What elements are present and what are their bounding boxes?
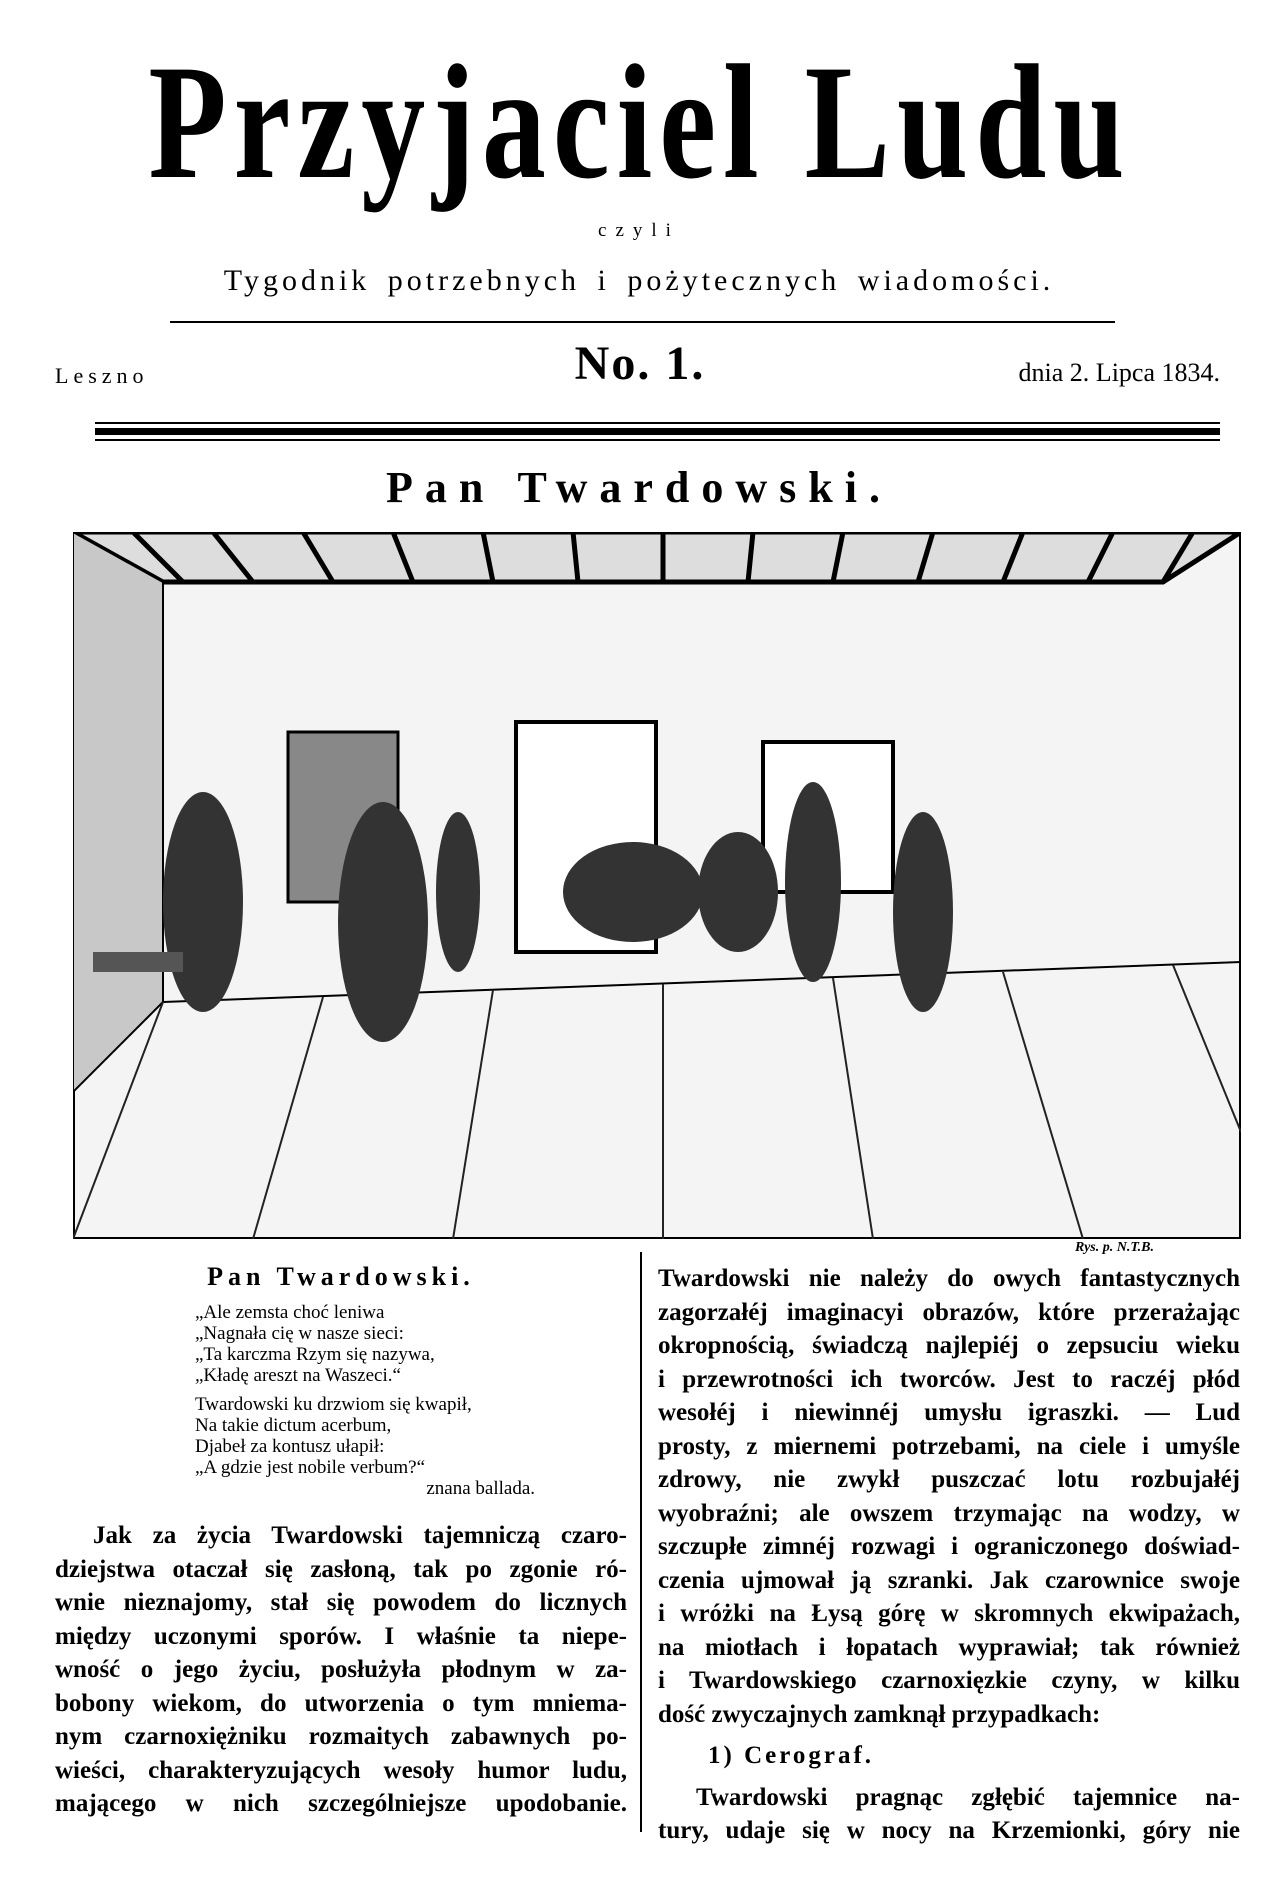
text-line: dziejstwa otaczał się zasłoną, tak po zgonie ró- xyxy=(55,1555,627,1583)
poem-source: znana ballada. xyxy=(426,1478,535,1499)
poem-line: Twardowski ku drzwiom się kwapił, xyxy=(195,1394,472,1415)
thin-rule xyxy=(170,321,1115,323)
text-line: zagorzałéj imaginacyi obrazów, które przerażając xyxy=(658,1298,1240,1326)
text-line: Twardowski pragnąc zgłębić tajemnice na- xyxy=(696,1783,1240,1811)
text-line: na miotłach i łopatach wyprawiał; tak również xyxy=(658,1633,1240,1661)
poem-line: Na takie dictum acerbum, xyxy=(195,1415,392,1436)
text-line: wność o jego życiu, posłużyła płodnym w za- xyxy=(55,1656,627,1683)
double-rule-thick xyxy=(95,428,1220,435)
text-line: między uczonymi sporów. I właśnie ta niepe- xyxy=(55,1622,627,1650)
text-line: czenia ujmował ją szranki. Jak czarownice swoje xyxy=(658,1566,1240,1594)
text-line: i wróżki na Łysą górę w skromnych ekwipażach, xyxy=(658,1600,1240,1627)
newspaper-subtitle: Tygodnik potrzebnych i pożytecznych wiadomości. xyxy=(223,264,1055,297)
text-line: i Twardowskiego czarnoxięzkie czyny, w kilku xyxy=(658,1667,1240,1694)
text-line: i przewrotności ich tworców. Jest to raczéj płód xyxy=(658,1365,1240,1393)
left-column xyxy=(55,1262,627,1821)
poem-line: „A gdzie jest nobile verbum?“ xyxy=(195,1457,426,1478)
issue-date: dnia 2. Lipca 1834. xyxy=(1018,358,1220,387)
section-heading: 1) Cerograf. xyxy=(708,1742,875,1769)
illustration-credit: Rys. p. N.T.B. xyxy=(1075,1240,1154,1255)
poem-line: „Ta karczma Rzym się nazywa, xyxy=(195,1344,435,1365)
text-line: okropnością, świadczą najlepiéj o zepsuciu wieku xyxy=(658,1332,1240,1359)
poem-line: „Kładę areszt na Waszeci.“ xyxy=(195,1365,401,1386)
text-line: zdrowy, nie zwykł puszczać lotu rozbujałéj xyxy=(658,1466,1240,1493)
poem-line: Djabeł za kontusz ułapił: xyxy=(195,1436,385,1457)
double-rule-bottom xyxy=(95,439,1220,441)
column-divider xyxy=(640,1252,642,1832)
text-line: bobony wiekom, do utworzenia o tym mniema- xyxy=(55,1689,627,1717)
double-rule-top xyxy=(95,422,1220,424)
poem-epigraph xyxy=(195,1302,535,1499)
issue-number: No. 1. xyxy=(574,337,706,390)
text-line: mającego w nich szczególniejsze upodobanie. xyxy=(55,1790,627,1817)
article-heading: Pan Twardowski. xyxy=(207,1262,475,1291)
newspaper-title: Przyjaciel Ludu xyxy=(148,31,1132,213)
poem-line: „Nagnała cię w nasze sieci: xyxy=(195,1323,404,1344)
text-line: wyobraźni; ale owszem trzymając na wodzy, w xyxy=(658,1499,1240,1527)
text-line: nym czarnoxiężniku rozmaitych zabawnych po- xyxy=(55,1723,627,1750)
text-line: wieści, charakteryzujących wesoły humor ludu, xyxy=(55,1756,627,1784)
body-text-left xyxy=(55,1519,627,1821)
title-connector: czyli xyxy=(598,220,680,241)
article-title: Pan Twardowski. xyxy=(385,463,892,512)
poem-line: „Ale zemsta choć leniwa xyxy=(195,1302,385,1323)
text-line: tury, udaje się w nocy na Krzemionki, góry nie xyxy=(658,1817,1240,1844)
text-line: wnie nieznajomy, stał się powodem do licznych xyxy=(55,1589,627,1616)
text-line: Twardowski nie należy do owych fantastycznych xyxy=(658,1265,1240,1292)
right-column xyxy=(658,1262,1240,1848)
text-line: dość zwyczajnych zamknął przypadkach: xyxy=(658,1700,1101,1728)
place-of-publication: Leszno xyxy=(55,363,149,388)
text-line: wesołéj i niewinnéj umysłu igraszki. — Lud xyxy=(658,1399,1240,1426)
tavern-engraving xyxy=(73,532,1241,1239)
ceiling-beams xyxy=(73,532,1241,582)
text-line: prosty, z miernemi potrzebami, na ciele i umyśle xyxy=(658,1432,1240,1460)
text-line: szczupłe zimnéj rozwagi i ograniczonego doświad- xyxy=(658,1533,1240,1560)
text-line: Jak za życia Twardowski tajemniczą czaro- xyxy=(93,1522,627,1549)
table xyxy=(93,952,183,972)
